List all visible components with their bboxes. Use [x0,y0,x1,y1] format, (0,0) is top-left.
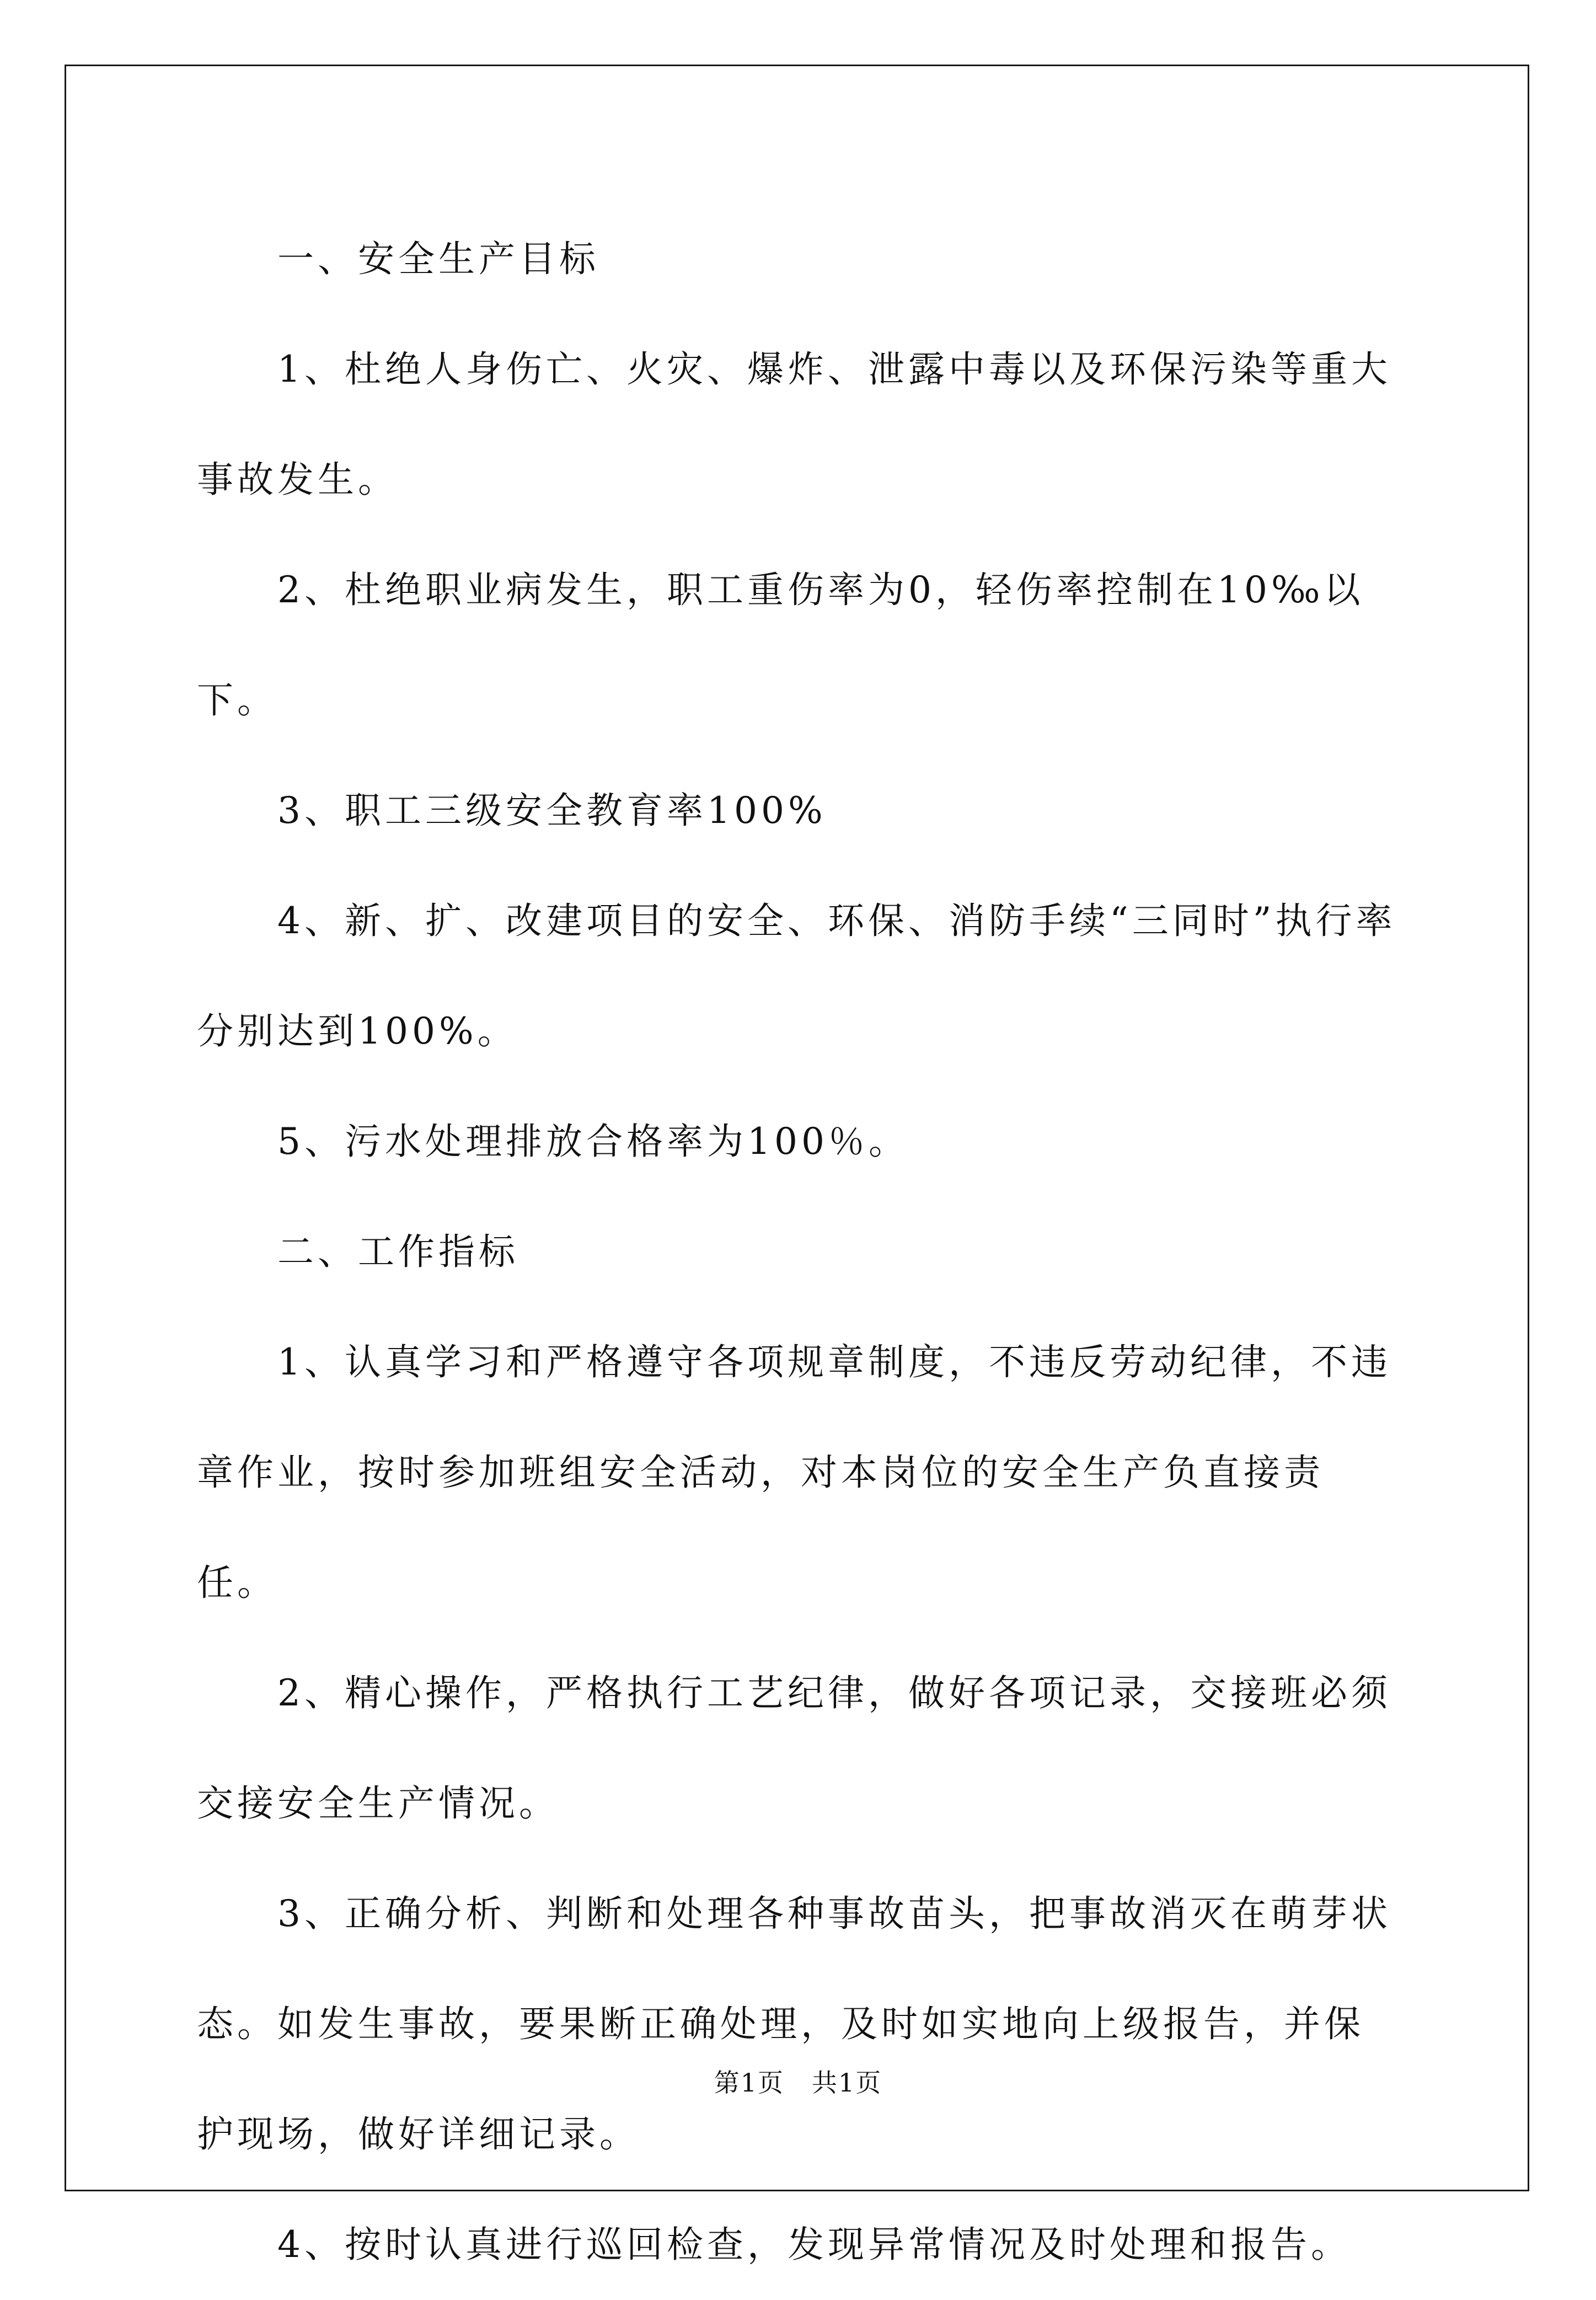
indicator-item-3: 3、正确分析、判断和处理各种事故苗头，把事故消灭在萌芽状态。如发生事故，要果断正确处理，及时如实地向上级报告，并保护现场，做好详细记录。 [197,1892,1391,2155]
goal-item-3: 3、职工三级安全教育率100% [277,789,827,832]
section-heading-work-indicators: 二、工作指标 [277,1231,519,1273]
indicator-item-1: 1、认真学习和严格遵守各项规章制度，不违反劳动纪律，不违章作业，按时参加班组安全活动，对本岗位的安全生产负直接责任。 [197,1341,1391,1604]
page-number: 第1页 [714,2068,785,2098]
page-footer [0,2063,1596,2099]
indicator-item-4: 4、按时认真进行巡回检查，发现异常情况及时处理和报告。 [277,2223,1351,2266]
indicator-item-2: 2、精心操作，严格执行工艺纪律，做好各项记录，交接班必须交接安全生产情况。 [197,1672,1391,1825]
goal-item-1: 1、杜绝人身伤亡、火灾、爆炸、泄露中毒以及环保污染等重大事故发生。 [197,348,1391,501]
document-body [197,204,1399,2300]
section-heading-safety-goals: 一、安全生产目标 [277,238,599,280]
goal-item-2: 2、杜绝职业病发生，职工重伤率为0，轻伤率控制在10‰以下。 [197,569,1364,721]
goal-item-5: 5、污水处理排放合格率为100％。 [277,1120,909,1163]
page-total: 共1页 [811,2068,882,2098]
goal-item-4: 4、新、扩、改建项目的安全、环保、消防手续“三同时”执行率分别达到100%。 [197,900,1396,1052]
